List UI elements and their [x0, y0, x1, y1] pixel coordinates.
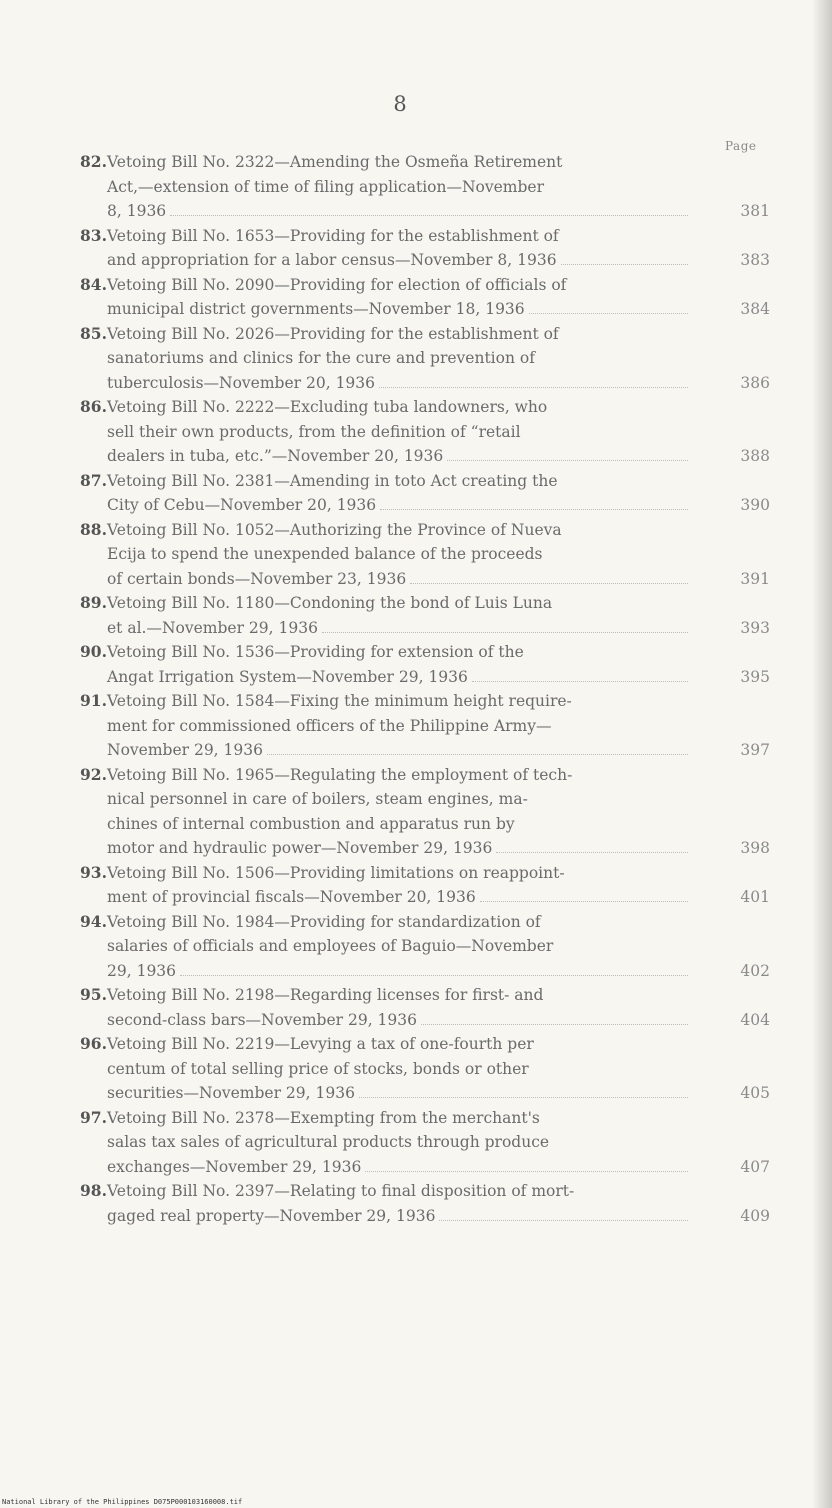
dot-leader	[380, 509, 688, 510]
entry-number: 93.	[80, 862, 107, 882]
entry-title-line: Vetoing Bill No. 1584—Fixing the minimum height require-	[107, 692, 572, 710]
entry-title-text: exchanges—November 29, 1936	[107, 1157, 362, 1176]
entry-title-last-line	[107, 1008, 770, 1033]
toc-entry	[80, 518, 770, 592]
entry-title-text: gaged real property—November 29, 1936	[107, 1206, 436, 1225]
entry-title-line: Vetoing Bill No. 2378—Exempting from the merchant's	[107, 1108, 540, 1127]
entry-number: 97.	[80, 1107, 107, 1127]
dot-leader	[267, 754, 688, 755]
entry-page-number: 401	[740, 888, 770, 906]
entry-title-line: Vetoing Bill No. 2198—Regarding licenses for first- and	[107, 986, 544, 1004]
entry-title-text: securities—November 29, 1936	[107, 1084, 355, 1102]
entry-title-line: Vetoing Bill No. 2222—Excluding tuba landowners, who	[107, 398, 548, 416]
entry-page-number: 407	[740, 1157, 770, 1176]
toc-entry	[80, 861, 770, 910]
entry-title-text: 29, 1936	[107, 961, 177, 980]
entry-title-line: Vetoing Bill No. 2026—Providing for the establishment of	[107, 324, 559, 343]
entry-title-line: sanatoriums and clinics for the cure and prevention of	[107, 349, 535, 367]
dot-leader	[496, 852, 688, 853]
entry-title-text: municipal district governments—November 18, 1936	[107, 300, 525, 318]
entry-title-text: motor and hydraulic power—November 29, 1936	[107, 839, 493, 857]
entry-title-last-line	[107, 665, 770, 690]
entry-title-last-line	[107, 885, 770, 910]
dot-leader	[480, 901, 688, 902]
entry-title-line: Vetoing Bill No. 1653—Providing for the establishment of	[107, 226, 559, 245]
entry-page-number: 391	[740, 569, 770, 588]
dot-leader	[410, 583, 688, 584]
entry-title-line: Vetoing Bill No. 1052—Authorizing the Province of Nueva	[107, 520, 562, 539]
toc-entry	[80, 224, 770, 273]
entry-title-last-line	[107, 836, 770, 861]
entry-title-text: Angat Irrigation System—November 29, 1936	[107, 667, 468, 686]
entry-page-number: 393	[740, 618, 770, 637]
dot-leader	[359, 1097, 688, 1098]
dot-leader	[472, 681, 688, 682]
entry-page-number: 398	[740, 839, 770, 857]
page-edge-shadow	[812, 0, 832, 1508]
entry-title-last-line	[107, 616, 770, 641]
entry-number: 87.	[80, 470, 107, 490]
toc-entry	[80, 150, 770, 224]
entry-number: 84.	[80, 274, 107, 294]
entry-number: 91.	[80, 691, 107, 710]
entry-page-number: 386	[740, 373, 770, 392]
toc-entry	[80, 591, 770, 640]
entry-title-last-line	[107, 444, 770, 469]
entry-title-line: Vetoing Bill No. 2090—Providing for election of officials of	[107, 275, 567, 294]
entry-title-text: and appropriation for a labor census—November 8, 1936	[107, 251, 557, 269]
entry-title-last-line	[107, 248, 770, 273]
entry-title-text: second-class bars—November 29, 1936	[107, 1010, 417, 1029]
dot-leader	[365, 1171, 688, 1172]
entry-title-text: et al.—November 29, 1936	[107, 618, 318, 637]
entry-title-line: Vetoing Bill No. 1984—Providing for standardization of	[107, 912, 541, 931]
entry-title-line: Vetoing Bill No. 1506—Providing limitations on reappoint-	[107, 863, 565, 882]
entry-page-number: 390	[740, 496, 770, 514]
entry-title-last-line	[107, 371, 770, 396]
toc-entry	[80, 1179, 770, 1228]
entry-title-text: November 29, 1936	[107, 741, 263, 759]
entry-title-text: 8, 1936	[107, 202, 167, 220]
entry-number: 86.	[80, 397, 107, 416]
entry-title-line: chines of internal combustion and apparatus run by	[107, 814, 515, 833]
toc-entry	[80, 983, 770, 1032]
toc-entry	[80, 1106, 770, 1180]
entry-title-text: of certain bonds—November 23, 1936	[107, 569, 407, 588]
entry-title-line: ment for commissioned officers of the Philippine Army—	[107, 716, 552, 735]
entry-title-text: City of Cebu—November 20, 1936	[107, 496, 377, 514]
entry-number: 85.	[80, 323, 107, 343]
table-of-contents	[80, 150, 770, 1228]
entry-number: 82.	[80, 152, 107, 171]
scan-footer: National Library of the Philippines D075P000103160008.tif	[2, 1498, 243, 1506]
toc-entry	[80, 689, 770, 763]
entry-title-text: dealers in tuba, etc.”—November 20, 1936	[107, 447, 444, 465]
entry-title-line: nical personnel in care of boilers, steam engines, ma-	[107, 790, 528, 808]
entry-page-number: 388	[740, 447, 770, 465]
page-number: 8	[393, 92, 407, 116]
entry-number: 94.	[80, 911, 107, 931]
entry-title-line: Vetoing Bill No. 2397—Relating to final disposition of mort-	[107, 1182, 575, 1200]
dot-leader	[322, 632, 688, 633]
entry-page-number: 381	[740, 202, 770, 220]
entry-page-number: 384	[740, 300, 770, 318]
entry-title-line: Vetoing Bill No. 2381—Amending in toto Act creating the	[107, 471, 558, 490]
page-column-header: Page	[725, 139, 757, 153]
entry-title-line: Act,—extension of time of filing application—November	[107, 177, 544, 196]
entry-title-last-line	[107, 493, 770, 518]
entry-number: 96.	[80, 1034, 107, 1053]
entry-title-last-line	[107, 1204, 770, 1229]
entry-title-line: Vetoing Bill No. 2219—Levying a tax of one-fourth per	[107, 1035, 534, 1053]
entry-title-text: tuberculosis—November 20, 1936	[107, 373, 376, 392]
entry-title-line: Vetoing Bill No. 1180—Condoning the bond of Luis Luna	[107, 594, 553, 612]
entry-page-number: 404	[740, 1010, 770, 1029]
dot-leader	[447, 460, 688, 461]
entry-title-last-line	[107, 199, 770, 224]
entry-page-number: 397	[740, 741, 770, 759]
entry-title-last-line	[107, 1081, 770, 1106]
entry-page-number: 409	[740, 1206, 770, 1225]
dot-leader	[379, 387, 688, 388]
entry-title-line: Vetoing Bill No. 1965—Regulating the employment of tech-	[107, 765, 573, 784]
entry-title-line: salas tax sales of agricultural products through produce	[107, 1133, 550, 1151]
toc-entry	[80, 395, 770, 469]
entry-title-line: centum of total selling price of stocks, bonds or other	[107, 1059, 529, 1078]
dot-leader	[180, 975, 688, 976]
entry-page-number: 402	[740, 961, 770, 980]
entry-page-number: 383	[740, 251, 770, 269]
toc-entry	[80, 640, 770, 689]
entry-number: 92.	[80, 764, 107, 784]
entry-number: 83.	[80, 225, 107, 245]
entry-title-line: sell their own products, from the definition of “retail	[107, 422, 521, 441]
toc-entry	[80, 322, 770, 396]
entry-page-number: 395	[740, 667, 770, 686]
entry-number: 90.	[80, 642, 107, 661]
entry-page-number: 405	[740, 1084, 770, 1102]
dot-leader	[170, 215, 688, 216]
toc-entry	[80, 763, 770, 861]
entry-title-last-line	[107, 567, 770, 592]
entry-title-line: Ecija to spend the unexpended balance of the proceeds	[107, 545, 543, 563]
toc-entry	[80, 469, 770, 518]
entry-title-line: salaries of officials and employees of Baguio—November	[107, 937, 554, 955]
dot-leader	[529, 313, 688, 314]
entry-title-last-line	[107, 959, 770, 984]
entry-title-last-line	[107, 738, 770, 763]
toc-entry	[80, 273, 770, 322]
entry-title-line: Vetoing Bill No. 2322—Amending the Osmeña Retirement	[107, 153, 563, 171]
toc-entry	[80, 1032, 770, 1106]
dot-leader	[561, 264, 688, 265]
entry-number: 88.	[80, 519, 107, 539]
dot-leader	[439, 1220, 688, 1221]
entry-number: 98.	[80, 1181, 107, 1200]
entry-number: 95.	[80, 985, 107, 1004]
entry-title-text: ment of provincial fiscals—November 20, 1936	[107, 888, 476, 906]
toc-entry	[80, 910, 770, 984]
entry-title-last-line	[107, 1155, 770, 1180]
entry-title-last-line	[107, 297, 770, 322]
entry-number: 89.	[80, 593, 107, 612]
entry-title-line: Vetoing Bill No. 1536—Providing for extension of the	[107, 643, 524, 661]
dot-leader	[421, 1024, 688, 1025]
